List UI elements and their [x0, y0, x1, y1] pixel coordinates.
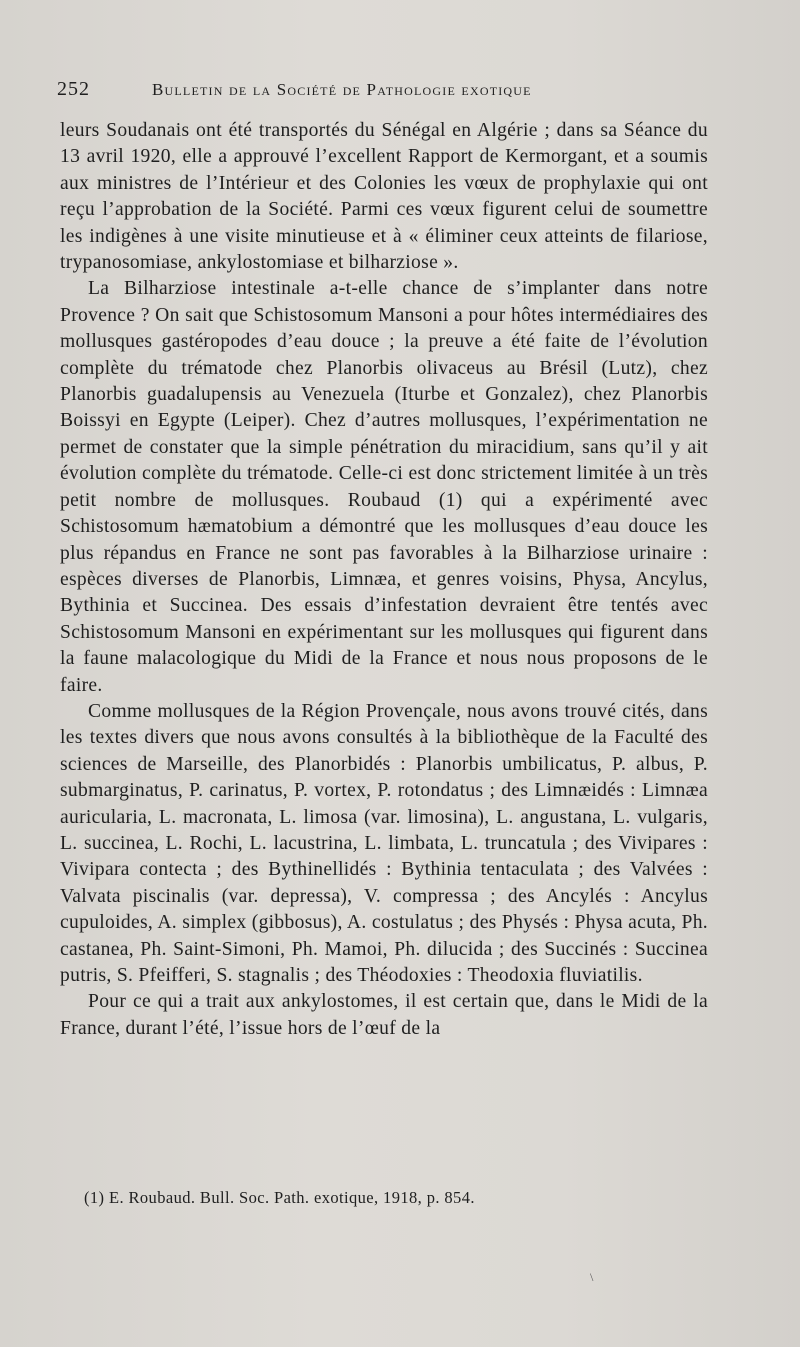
paragraph: La Bilharziose intestinale a-t-elle chance de s’implanter dans notre Provence ? On sait que Schistosomum Mansoni a pour hôtes intermédiaires des mollusques gastéropodes d’eau douce ; la preuve a été faite de l’évolution complète du trématode chez Planorbis olivaceus au Brésil (Lutz), chez Planorbis guadalupensis au Venezuela (Iturbe et Gonzalez), chez Planorbis Boissyi en Egypte (Leiper). Chez d’autres mollusques, l’expérimentation ne permet de constater que la simple pénétration du miracidium, sans qu’il y ait évolution complète du trématode. Celle-ci est donc strictement limitée à un très petit nombre de mollusques. Roubaud (1) qui a expérimenté avec Schistosomum hæmatobium a démontré que les mollusques d’eau douce les plus répandus en France ne sont pas favorables à la Bilharziose urinaire : espèces diverses de Planorbis, Limnæa, et genres voisins, Physa, Ancylus, Bythinia et Succinea. Des essais d’infestation devraient être tentés avec Schistosomum Mansoni en expérimentant sur les mollusques qui figurent dans la faune malacologique du Midi de la France et nous nous proposons de le faire. [60, 278, 708, 696]
page-number: 252 [57, 78, 90, 100]
paragraph: leurs Soudanais ont été transportés du Sénégal en Algérie ; dans sa Séance du 13 avril 1920, elle a approuvé l’excellent Rapport de Kermorgant, et a soumis aux ministres de l’Intérieur et des Colonies les vœux de prophylaxie qui ont reçu l’approbation de la Société. Parmi ces vœux figurent celui de soumettre les indigènes à une visite minutieuse et à « éliminer ceux atteints de filariose, trypanosomiase, ankylostomiase et bilharziose ». [60, 120, 708, 274]
body-text [60, 118, 708, 1042]
journal-title: Bulletin de la Société de Pathologie exotique [152, 80, 532, 99]
paper-speck: \ [590, 1270, 594, 1284]
paragraph: Pour ce qui a trait aux ankylostomes, il est certain que, dans le Midi de la France, durant l’été, l’issue hors de l’œuf de la [60, 991, 708, 1039]
footnote: (1) E. Roubaud. Bull. Soc. Path. exotique, 1918, p. 854. [84, 1188, 475, 1207]
paragraph: Comme mollusques de la Région Provençale, nous avons trouvé cités, dans les textes divers que nous avons consultés à la bibliothèque de la Faculté des sciences de Marseille, des Planorbidés : Planorbis umbilicatus, P. albus, P. submarginatus, P. carinatus, P. vortex, P. rotondatus ; des Limnæidés : Limnæa auricularia, L. macronata, L. limosa (var. limosina), L. angustana, L. vulgaris, L. succinea, L. Rochi, L. lacustrina, L. limbata, L. truncatula ; des Vivipares : Vivipara contecta ; des Bythinellidés : Bythinia tentaculata ; des Valvées : Valvata piscinalis (var. depressa), V. compressa ; des Ancylés : Ancylus cupuloides, A. simplex (gibbosus), A. costulatus ; des Physés : Physa acuta, Ph. castanea, Ph. Saint-Simoni, Ph. Mamoi, Ph. dilucida ; des Succinés : Succinea putris, S. Pfeifferi, S. stagnalis ; des Théodoxies : Theodoxia fluviatilis. [60, 700, 708, 986]
running-head [57, 78, 740, 106]
